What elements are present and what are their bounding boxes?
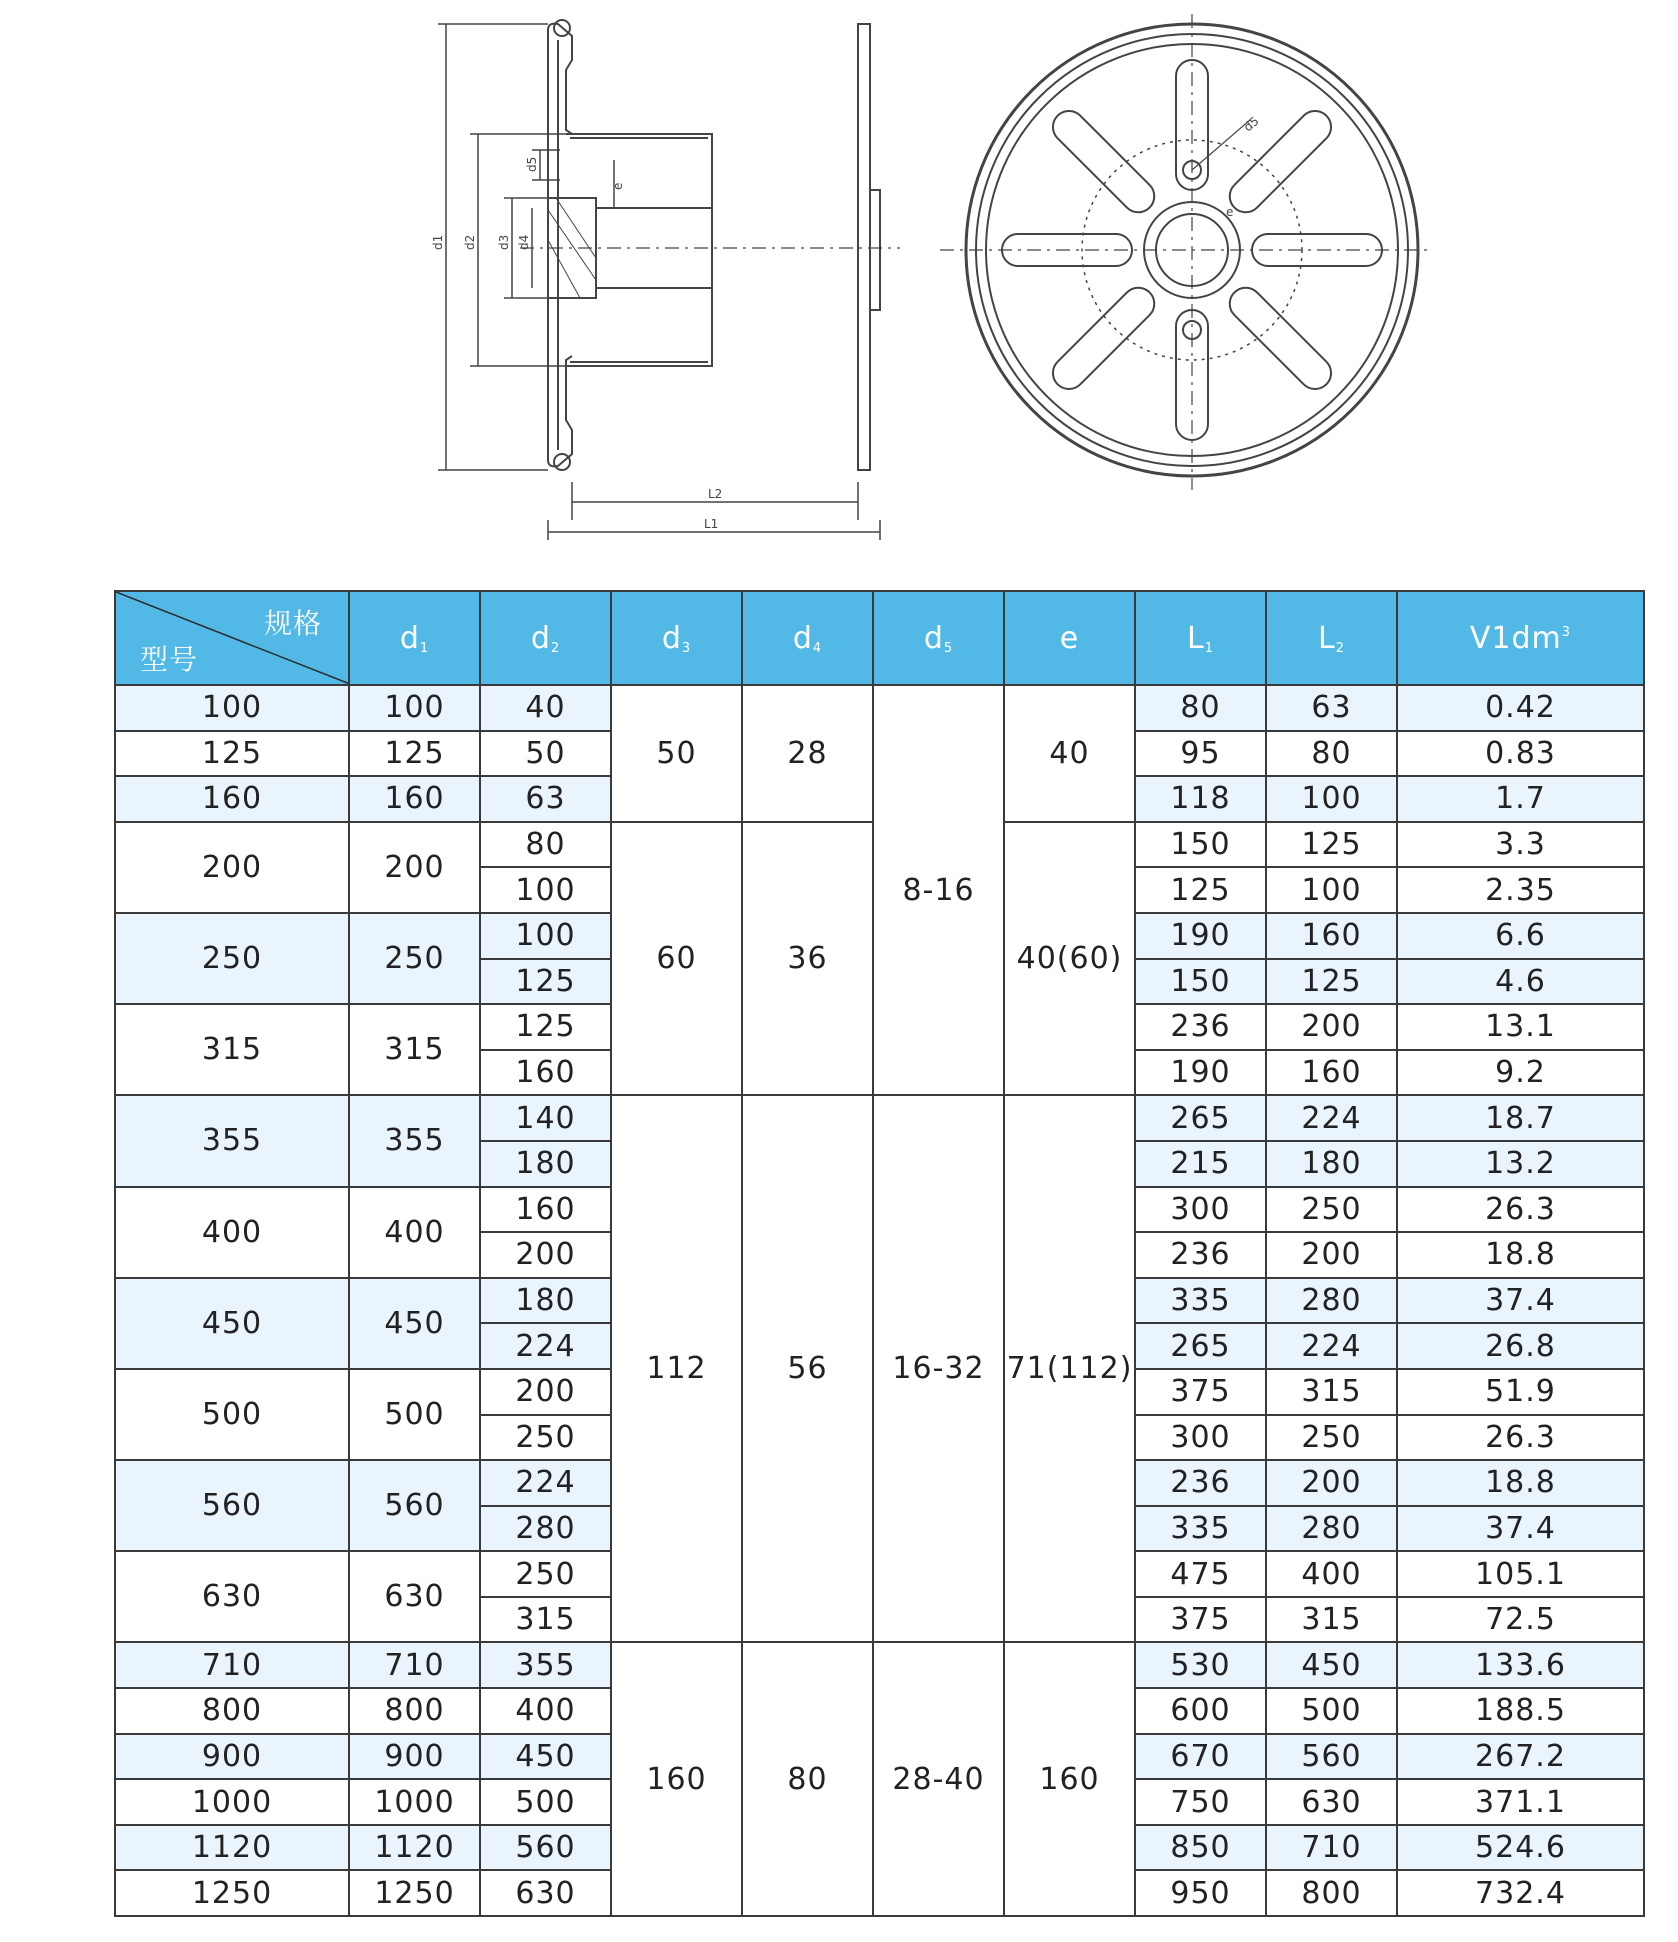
L2-cell: 400: [1266, 1551, 1397, 1597]
d1-cell: 250: [349, 913, 480, 1004]
d2-cell: 180: [480, 1278, 611, 1324]
d2-cell: 40: [480, 685, 611, 731]
L2-cell: 710: [1266, 1825, 1397, 1871]
L1-cell: 530: [1135, 1642, 1266, 1688]
L2-cell: 224: [1266, 1323, 1397, 1369]
model-cell: 1120: [115, 1825, 349, 1871]
d1-cell: 355: [349, 1095, 480, 1186]
model-cell: 125: [115, 731, 349, 777]
L1-cell: 236: [1135, 1004, 1266, 1050]
L1-cell: 300: [1135, 1187, 1266, 1233]
d3-cell: 50: [611, 685, 742, 822]
label-L1: L1: [704, 517, 719, 531]
d2-cell: 180: [480, 1141, 611, 1187]
d1-cell: 315: [349, 1004, 480, 1095]
L1-cell: 236: [1135, 1460, 1266, 1506]
L2-cell: 160: [1266, 913, 1397, 959]
label-d3: d3: [497, 234, 511, 250]
L1-cell: 190: [1135, 1050, 1266, 1096]
L2-cell: 200: [1266, 1232, 1397, 1278]
spoke-slot: [1223, 281, 1338, 396]
d2-cell: 160: [480, 1050, 611, 1096]
d3-cell: 112: [611, 1095, 742, 1642]
d2-cell: 450: [480, 1734, 611, 1780]
L1-cell: 335: [1135, 1278, 1266, 1324]
L2-cell: 315: [1266, 1597, 1397, 1643]
header-volume: $V1dm^3$: [1397, 591, 1644, 685]
model-cell: 1250: [115, 1870, 349, 1916]
L2-cell: 63: [1266, 685, 1397, 731]
header-e: e: [1004, 591, 1135, 685]
L2-cell: 560: [1266, 1734, 1397, 1780]
L2-cell: 800: [1266, 1870, 1397, 1916]
L1-cell: 600: [1135, 1688, 1266, 1734]
d2-cell: 50: [480, 731, 611, 777]
volume-cell: 0.83: [1397, 731, 1644, 777]
L1-cell: 215: [1135, 1141, 1266, 1187]
L2-cell: 280: [1266, 1278, 1397, 1324]
d2-cell: 315: [480, 1597, 611, 1643]
L2-cell: 100: [1266, 776, 1397, 822]
d2-cell: 630: [480, 1870, 611, 1916]
L2-cell: 224: [1266, 1095, 1397, 1141]
volume-cell: 72.5: [1397, 1597, 1644, 1643]
model-cell: 500: [115, 1369, 349, 1460]
L1-cell: 475: [1135, 1551, 1266, 1597]
L2-cell: 100: [1266, 867, 1397, 913]
d2-cell: 140: [480, 1095, 611, 1141]
d1-cell: 560: [349, 1460, 480, 1551]
front-label-e: e: [1226, 205, 1234, 219]
d2-cell: 250: [480, 1415, 611, 1461]
d1-cell: 1250: [349, 1870, 480, 1916]
technical-drawings: [0, 0, 1678, 580]
volume-cell: 18.8: [1397, 1460, 1644, 1506]
volume-cell: 51.9: [1397, 1369, 1644, 1415]
volume-cell: 37.4: [1397, 1506, 1644, 1552]
L1-cell: 236: [1135, 1232, 1266, 1278]
header-row: [115, 591, 1644, 685]
volume-cell: 13.2: [1397, 1141, 1644, 1187]
volume-cell: 26.3: [1397, 1187, 1644, 1233]
e-cell: 160: [1004, 1642, 1135, 1916]
label-d4: d4: [517, 234, 531, 250]
d1-cell: 100: [349, 685, 480, 731]
d1-cell: 160: [349, 776, 480, 822]
spoke-slot: [1046, 104, 1161, 219]
L1-cell: 750: [1135, 1779, 1266, 1825]
d1-cell: 800: [349, 1688, 480, 1734]
d2-cell: 125: [480, 1004, 611, 1050]
model-cell: 160: [115, 776, 349, 822]
model-cell: 900: [115, 1734, 349, 1780]
header-L2: $L_2$: [1266, 591, 1397, 685]
L2-cell: 315: [1266, 1369, 1397, 1415]
volume-cell: 1.7: [1397, 776, 1644, 822]
model-cell: 400: [115, 1187, 349, 1278]
d2-cell: 280: [480, 1506, 611, 1552]
volume-cell: 18.7: [1397, 1095, 1644, 1141]
L1-cell: 150: [1135, 822, 1266, 868]
volume-cell: 732.4: [1397, 1870, 1644, 1916]
model-cell: 1000: [115, 1779, 349, 1825]
L1-cell: 265: [1135, 1095, 1266, 1141]
d2-cell: 200: [480, 1232, 611, 1278]
volume-cell: 371.1: [1397, 1779, 1644, 1825]
L1-cell: 950: [1135, 1870, 1266, 1916]
d1-cell: 450: [349, 1278, 480, 1369]
corner-label-model: 型号: [140, 643, 199, 676]
d2-cell: 250: [480, 1551, 611, 1597]
spec-table: [114, 590, 1645, 1917]
d5-cell: 16-32: [873, 1095, 1004, 1642]
L1-cell: 265: [1135, 1323, 1266, 1369]
volume-cell: 26.8: [1397, 1323, 1644, 1369]
d3-cell: 60: [611, 822, 742, 1096]
volume-cell: 267.2: [1397, 1734, 1644, 1780]
L2-cell: 160: [1266, 1050, 1397, 1096]
L1-cell: 375: [1135, 1597, 1266, 1643]
d2-cell: 100: [480, 867, 611, 913]
model-cell: 710: [115, 1642, 349, 1688]
front-view-drawing: [940, 14, 1432, 490]
volume-cell: 188.5: [1397, 1688, 1644, 1734]
model-cell: 100: [115, 685, 349, 731]
spec-table-body: [115, 685, 1644, 1916]
spoke-slot: [1046, 281, 1161, 396]
spoke-slot: [1223, 104, 1338, 219]
model-cell: 250: [115, 913, 349, 1004]
d1-cell: 400: [349, 1187, 480, 1278]
label-d1: d1: [431, 234, 445, 250]
header-d5: $d_5$: [873, 591, 1004, 685]
volume-cell: 4.6: [1397, 959, 1644, 1005]
L2-cell: 500: [1266, 1688, 1397, 1734]
L1-cell: 850: [1135, 1825, 1266, 1871]
L2-cell: 80: [1266, 731, 1397, 777]
d1-cell: 500: [349, 1369, 480, 1460]
d2-cell: 63: [480, 776, 611, 822]
d2-cell: 200: [480, 1369, 611, 1415]
L2-cell: 125: [1266, 822, 1397, 868]
L1-cell: 150: [1135, 959, 1266, 1005]
d2-cell: 560: [480, 1825, 611, 1871]
model-cell: 355: [115, 1095, 349, 1186]
d2-cell: 80: [480, 822, 611, 868]
d2-cell: 500: [480, 1779, 611, 1825]
volume-cell: 3.3: [1397, 822, 1644, 868]
d4-cell: 80: [742, 1642, 873, 1916]
L1-cell: 670: [1135, 1734, 1266, 1780]
d3-cell: 160: [611, 1642, 742, 1916]
d2-cell: 224: [480, 1460, 611, 1506]
header-L1: $L_1$: [1135, 591, 1266, 685]
d4-cell: 36: [742, 822, 873, 1096]
volume-cell: 6.6: [1397, 913, 1644, 959]
L2-cell: 125: [1266, 959, 1397, 1005]
d4-cell: 28: [742, 685, 873, 822]
L1-cell: 335: [1135, 1506, 1266, 1552]
model-cell: 200: [115, 822, 349, 913]
volume-cell: 524.6: [1397, 1825, 1644, 1871]
d2-cell: 160: [480, 1187, 611, 1233]
label-L2: L2: [708, 487, 723, 501]
volume-cell: 0.42: [1397, 685, 1644, 731]
L1-cell: 118: [1135, 776, 1266, 822]
d4-cell: 56: [742, 1095, 873, 1642]
volume-cell: 133.6: [1397, 1642, 1644, 1688]
e-cell: 40: [1004, 685, 1135, 822]
volume-cell: 37.4: [1397, 1278, 1644, 1324]
volume-cell: 26.3: [1397, 1415, 1644, 1461]
side-view-drawing: [438, 20, 900, 540]
model-cell: 800: [115, 1688, 349, 1734]
header-d2: $d_2$: [480, 591, 611, 685]
L1-cell: 375: [1135, 1369, 1266, 1415]
d5-cell: 8-16: [873, 685, 1004, 1095]
d1-cell: 710: [349, 1642, 480, 1688]
header-d4: $d_4$: [742, 591, 873, 685]
L2-cell: 250: [1266, 1187, 1397, 1233]
corner-label-spec: 规格: [263, 607, 322, 640]
volume-cell: 13.1: [1397, 1004, 1644, 1050]
L1-cell: 300: [1135, 1415, 1266, 1461]
L2-cell: 180: [1266, 1141, 1397, 1187]
d1-cell: 630: [349, 1551, 480, 1642]
L2-cell: 250: [1266, 1415, 1397, 1461]
L2-cell: 630: [1266, 1779, 1397, 1825]
e-cell: 71(112): [1004, 1095, 1135, 1642]
model-cell: 315: [115, 1004, 349, 1095]
d1-cell: 1120: [349, 1825, 480, 1871]
volume-cell: 9.2: [1397, 1050, 1644, 1096]
label-e: e: [611, 182, 625, 190]
label-d5: d5: [525, 156, 539, 172]
L1-cell: 95: [1135, 731, 1266, 777]
L2-cell: 200: [1266, 1460, 1397, 1506]
model-cell: 630: [115, 1551, 349, 1642]
L2-cell: 280: [1266, 1506, 1397, 1552]
L1-cell: 125: [1135, 867, 1266, 913]
volume-cell: 18.8: [1397, 1232, 1644, 1278]
table-row: [115, 685, 1644, 731]
d1-cell: 125: [349, 731, 480, 777]
volume-cell: 2.35: [1397, 867, 1644, 913]
label-d2: d2: [463, 234, 477, 250]
d2-cell: 125: [480, 959, 611, 1005]
d2-cell: 224: [480, 1323, 611, 1369]
d2-cell: 355: [480, 1642, 611, 1688]
L2-cell: 450: [1266, 1642, 1397, 1688]
model-cell: 560: [115, 1460, 349, 1551]
d1-cell: 1000: [349, 1779, 480, 1825]
volume-cell: 105.1: [1397, 1551, 1644, 1597]
L2-cell: 200: [1266, 1004, 1397, 1050]
table-row: [115, 1642, 1644, 1688]
d2-cell: 400: [480, 1688, 611, 1734]
header-d1: $d_1$: [349, 591, 480, 685]
model-cell: 450: [115, 1278, 349, 1369]
d2-cell: 100: [480, 913, 611, 959]
d1-cell: 900: [349, 1734, 480, 1780]
d1-cell: 200: [349, 822, 480, 913]
front-label-d5: d5: [1240, 113, 1262, 135]
header-d3: $d_3$: [611, 591, 742, 685]
e-cell: 40(60): [1004, 822, 1135, 1096]
d5-cell: 28-40: [873, 1642, 1004, 1916]
corner-header: [115, 591, 349, 685]
table-row: [115, 1095, 1644, 1141]
L1-cell: 190: [1135, 913, 1266, 959]
L1-cell: 80: [1135, 685, 1266, 731]
